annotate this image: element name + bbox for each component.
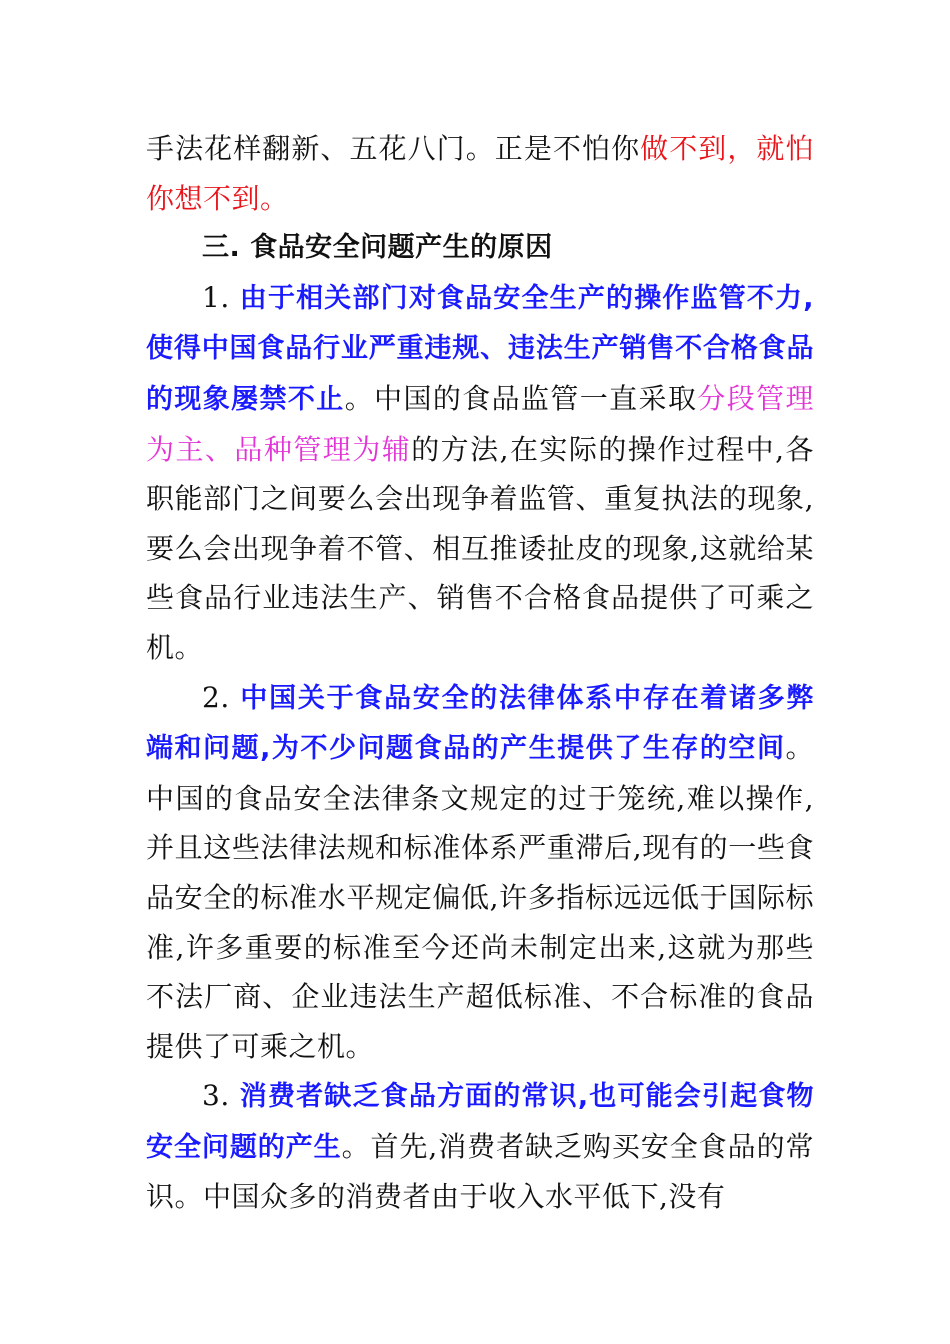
document-page	[146, 124, 814, 1222]
section-heading: 三. 食品安全问题产生的原因	[202, 232, 553, 264]
red-highlight-text: 做不到，就怕你想不到。	[146, 132, 814, 215]
blue-bold-text: 消费者缺乏食品方面的常识,也可能会引起食物安全问题的产生	[146, 1081, 814, 1163]
list-number: 2.	[202, 680, 241, 714]
paragraph-reason-3	[146, 1071, 814, 1222]
paragraph-reason-2	[146, 673, 814, 1072]
list-number: 3.	[202, 1079, 240, 1113]
list-number: 1.	[202, 280, 240, 314]
magenta-highlight-text: 分段管理为主、品种管理为辅	[146, 381, 814, 466]
blue-bold-text: 中国关于食品安全的法律体系中存在着诸多弊端和问题,为不少问题食品的产生提供了生存的空间	[146, 682, 814, 765]
blue-bold-text: 由于相关部门对食品安全生产的操作监管不力,使得中国食品行业严重违规、违法生产销售不合格食品的现象屡禁不止	[146, 282, 814, 415]
paragraph-text: 。中国的食品监管一直采取	[344, 381, 698, 415]
paragraph-text: 手法花样翻新、五花八门。正是不怕你	[146, 132, 641, 165]
paragraph-text: 。首先,消费者缺乏购买安全食品的常识。中国众多的消费者由于收入水平低下,没有	[146, 1129, 815, 1214]
paragraph-text: 的方法,在实际的操作过程中,各职能部门之间要么会出现争着监管、重复执法的现象,要么会出现争着不管、相互推诿扯皮的现象,这就给某些食品行业违法生产、销售不合格食品提供了可乘之机。	[146, 432, 814, 664]
paragraph-continuation	[146, 124, 814, 223]
paragraph-reason-1	[146, 273, 814, 673]
paragraph-text: 。中国的食品安全法律条文规定的过于笼统,难以操作,并且这些法律法规和标准体系严重滞后,现有的一些食品安全的标准水平规定偏低,许多指标远远低于国际标准,许多重要的标准至今还尚未制定出来,这就为那些不法厂商、企业违法生产超低标准、不合标准的食品提供了可乘之机。	[146, 731, 814, 1063]
